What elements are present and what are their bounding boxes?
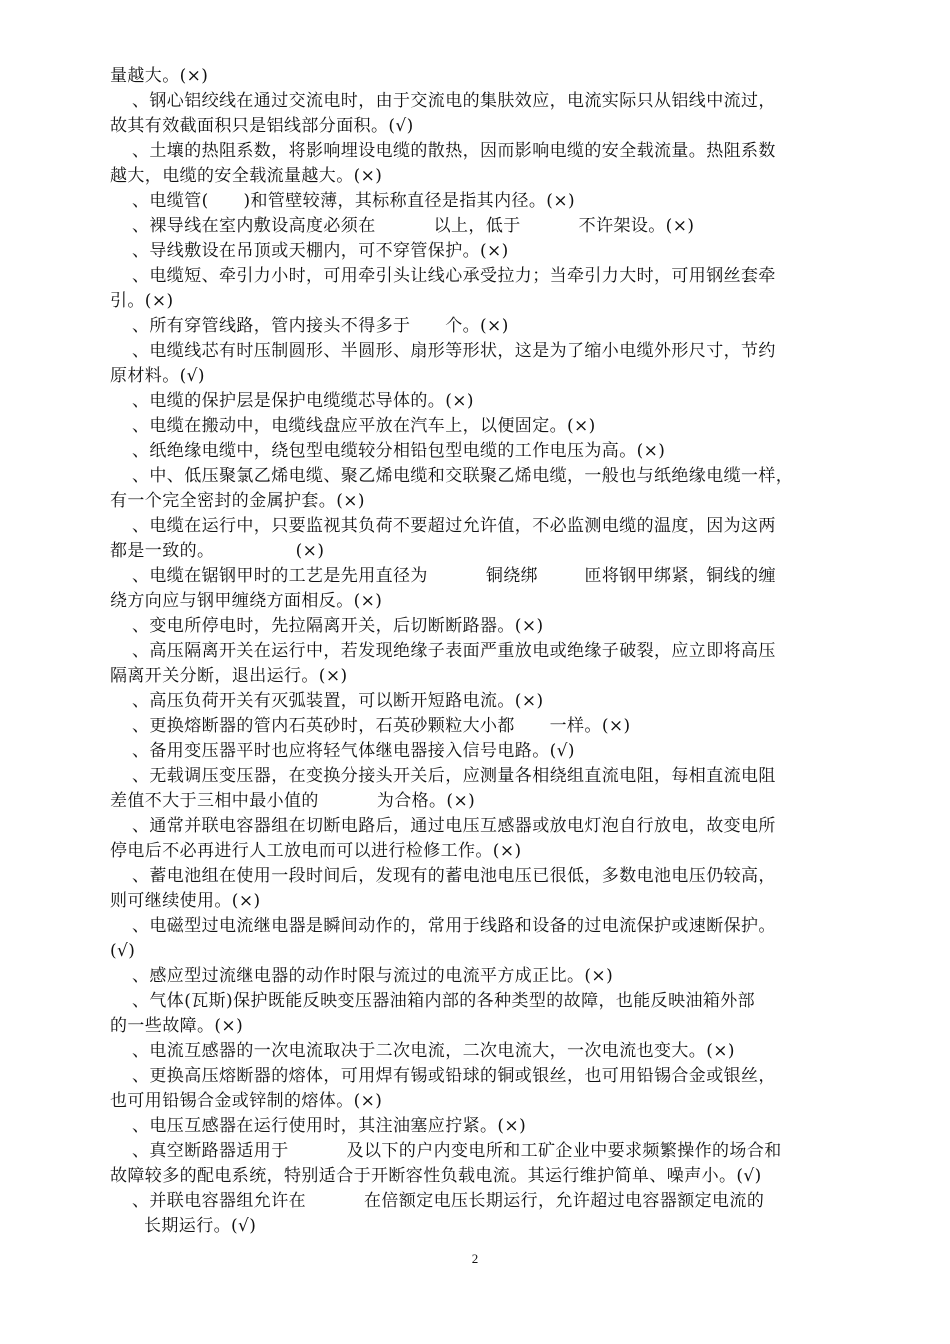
text-line: 量越大。(×) bbox=[110, 66, 209, 86]
text-line: 、高压负荷开关有灭弧装置，可以断开短路电流。(×) bbox=[132, 691, 544, 711]
text-line: 、电缆在运行中，只要监视其负荷不要超过允许值，不必监测电缆的温度，因为这两 bbox=[132, 516, 776, 536]
text-line: 、变电所停电时，先拉隔离开关，后切断断路器。(×) bbox=[132, 616, 544, 636]
text-line: 、感应型过流继电器的动作时限与流过的电流平方成正比。(×) bbox=[132, 966, 614, 986]
text-line: 故其有效截面积只是铝线部分面积。(√) bbox=[110, 116, 414, 136]
text-line: 、裸导线在室内敷设高度必须在 以上，低于 不许架设。(×) bbox=[132, 216, 695, 236]
text-line: 、电压互感器在运行使用时，其注油塞应拧紧。(×) bbox=[132, 1116, 527, 1136]
text-line: 、气体(瓦斯)保护既能反映变压器油箱内部的各种类型的故障，也能反映油箱外部 bbox=[132, 991, 756, 1011]
question-list bbox=[110, 64, 845, 1239]
text-line: 引。(×) bbox=[110, 291, 174, 311]
text-line: 差值不大于三相中最小值的 为合格。(×) bbox=[110, 791, 476, 811]
text-line: 有一个完全密封的金属护套。(×) bbox=[110, 491, 365, 511]
text-line: 隔离开关分断，退出运行。(×) bbox=[110, 666, 348, 686]
text-line: 、更换熔断器的管内石英砂时，石英砂颗粒大小都 一样。(×) bbox=[132, 716, 631, 736]
text-line: 、电缆线芯有时压制圆形、半圆形、扇形等形状，这是为了缩小电缆外形尺寸，节约 bbox=[132, 341, 776, 361]
text-line: 、电缆管( )和管壁较薄，其标称直径是指其内径。(×) bbox=[132, 191, 575, 211]
text-line: 、备用变压器平时也应将轻气体继电器接入信号电路。(√) bbox=[132, 741, 575, 761]
text-line: 、高压隔离开关在运行中，若发现绝缘子表面严重放电或绝缘子破裂，应立即将高压 bbox=[132, 641, 776, 661]
page-number: 2 bbox=[471, 1251, 479, 1266]
text-line: 、更换高压熔断器的熔体，可用焊有锡或铅球的铜或银丝，也可用铅锡合金或银丝， bbox=[132, 1066, 776, 1086]
text-line: 、所有穿管线路，管内接头不得多于 个。(×) bbox=[132, 316, 509, 336]
text-line: 、并联电容器组允许在 在倍额定电压长期运行，允许超过电容器额定电流的 bbox=[132, 1191, 765, 1211]
text-line: 、导线敷设在吊顶或天棚内，可不穿管保护。(×) bbox=[132, 241, 509, 261]
text-line: 、钢心铝绞线在通过交流电时，由于交流电的集肤效应，电流实际只从铝线中流过， bbox=[132, 91, 776, 111]
text-line: 、无载调压变压器，在变换分接头开关后，应测量各相绕组直流电阻，每相直流电阻 bbox=[132, 766, 776, 786]
text-line: 、中、低压聚氯乙烯电缆、聚乙烯电缆和交联聚乙烯电缆，一般也与纸绝缘电缆一样， bbox=[132, 466, 794, 486]
text-line: 、纸绝缘电缆中，绕包型电缆较分相铅包型电缆的工作电压为高。(×) bbox=[132, 441, 666, 461]
text-line: 也可用铅锡合金或锌制的熔体。(×) bbox=[110, 1091, 383, 1111]
text-line: 越大，电缆的安全载流量越大。(×) bbox=[110, 166, 383, 186]
text-line: 、电缆在锯钢甲时的工艺是先用直径为 铜绕绑 匝将钢甲绑紧，铜线的缠 bbox=[132, 566, 776, 586]
text-line: 停电后不必再进行人工放电而可以进行检修工作。(×) bbox=[110, 841, 522, 861]
text-line: 、电磁型过电流继电器是瞬间动作的，常用于线路和设备的过电流保护或速断保护。 bbox=[132, 916, 776, 936]
text-line: 的一些故障。(×) bbox=[110, 1016, 244, 1036]
text-line: 原材料。(√) bbox=[110, 366, 205, 386]
text-line: 绕方向应与钢甲缠绕方面相反。(×) bbox=[110, 591, 383, 611]
text-line: 、电缆的保护层是保护电缆缆芯导体的。(×) bbox=[132, 391, 474, 411]
text-line: 、电流互感器的一次电流取决于二次电流，二次电流大，一次电流也变大。(×) bbox=[132, 1041, 735, 1061]
text-line: 长期运行。(√) bbox=[144, 1216, 257, 1236]
text-line: (√) bbox=[110, 941, 136, 961]
text-line: 都是一致的。 (×) bbox=[110, 541, 325, 561]
text-line: 故障较多的配电系统，特别适合于开断容性负载电流。其运行维护简单、噪声小。(√) bbox=[110, 1166, 762, 1186]
text-line: 、蓄电池组在使用一段时间后，发现有的蓄电池电压已很低，多数电池电压仍较高， bbox=[132, 866, 776, 886]
text-line: 、电缆在搬动中，电缆线盘应平放在汽车上，以便固定。(×) bbox=[132, 416, 596, 436]
text-line: 则可继续使用。(×) bbox=[110, 891, 261, 911]
text-line: 、通常并联电容器组在切断电路后，通过电压互感器或放电灯泡自行放电，故变电所 bbox=[132, 816, 776, 836]
text-line: 、电缆短、牵引力小时，可用牵引头让线心承受拉力；当牵引力大时，可用钢丝套牵 bbox=[132, 266, 776, 286]
text-line: 、真空断路器适用于 及以下的户内变电所和工矿企业中要求频繁操作的场合和 bbox=[132, 1141, 782, 1161]
text-line: 、土壤的热阻系数，将影响埋设电缆的散热，因而影响电缆的安全载流量。热阻系数 bbox=[132, 141, 776, 161]
